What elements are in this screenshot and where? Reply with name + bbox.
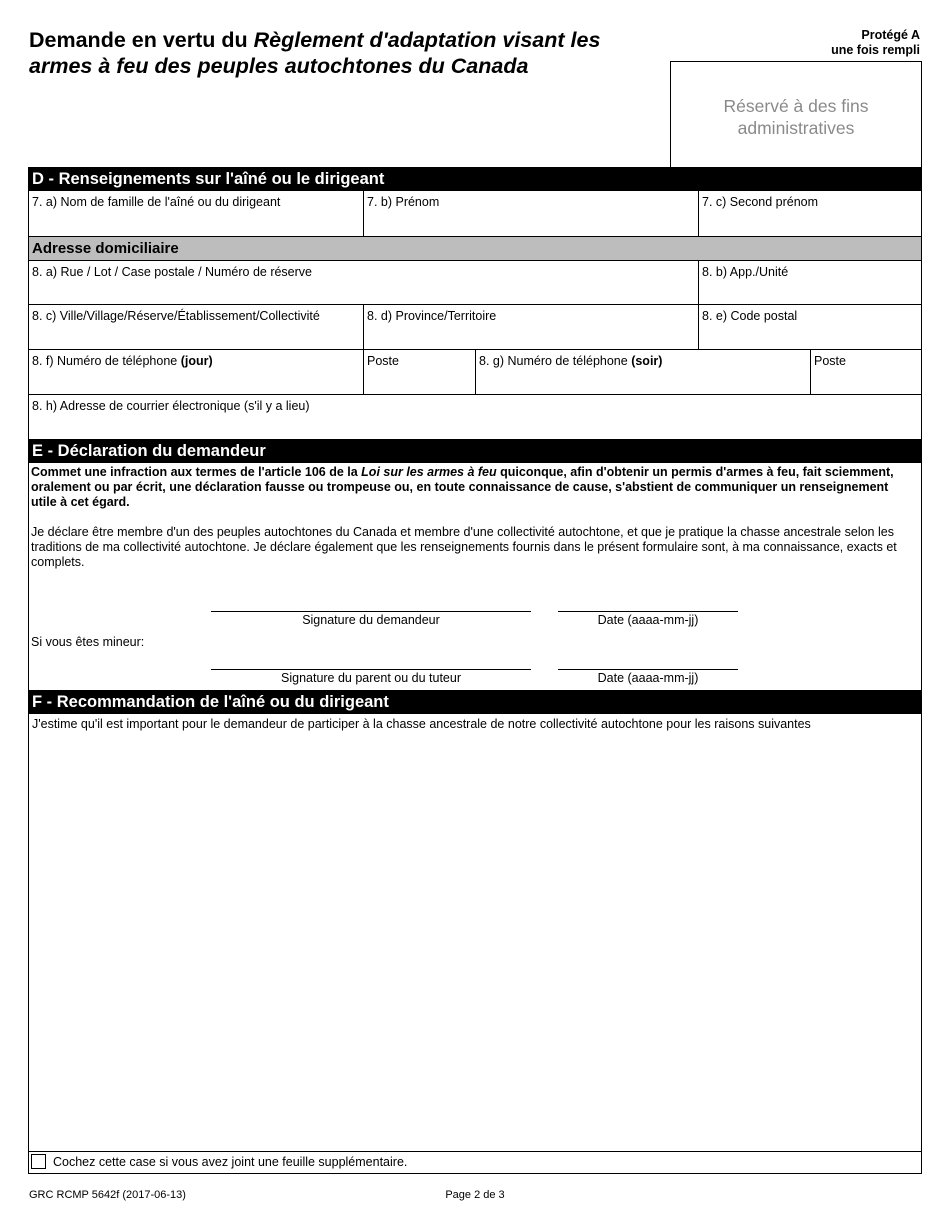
admin-use-box (670, 61, 922, 167)
protected-notice (831, 28, 920, 58)
section-d-header: D - Renseignements sur l'aîné ou le dirigeant (28, 167, 922, 191)
day-phone-field[interactable]: 8. f) Numéro de téléphone (jour) (29, 350, 364, 394)
applicant-date-line[interactable] (558, 611, 738, 612)
supplementary-checkbox[interactable] (31, 1154, 46, 1169)
parent-signature-label: Signature du parent ou du tuteur (281, 671, 461, 685)
unit-field[interactable] (699, 261, 921, 304)
address-subheader: Adresse domiciliaire (28, 237, 922, 261)
postal-code-label: 8. e) Code postal (702, 309, 798, 323)
section-e-header: E - Déclaration du demandeur (28, 439, 922, 463)
minor-label: Si vous êtes mineur: (31, 635, 145, 649)
applicant-date-label: Date (aaaa-mm-jj) (597, 613, 699, 627)
form-id: GRC RCMP 5642f (2017-06-13) (29, 1189, 186, 1201)
first-name-label: 7. b) Prénom (367, 195, 440, 209)
applicant-signature-label: Signature du demandeur (302, 613, 440, 627)
parent-date-line[interactable] (558, 669, 738, 670)
day-extension-field[interactable] (364, 350, 476, 394)
middle-name-field[interactable] (699, 191, 921, 236)
province-field[interactable] (364, 305, 699, 349)
email-field[interactable] (29, 395, 921, 439)
declaration-text: Je déclare être membre d'un des peuples autochtones du Canada et membre d'une collectivité autochtone, et que je pratique la chasse ancestrale selon les traditions de ma collectivité autochtone. Je déclare également que les renseignements fournis dans le présent formulaire sont, à ma connaissance, exacts et complets. (31, 525, 897, 569)
city-label: 8. c) Ville/Village/Réserve/Établissement/Collectivité (32, 309, 320, 323)
day-extension-label: Poste (367, 354, 399, 368)
email-label: 8. h) Adresse de courrier électronique (s'il y a lieu) (32, 399, 310, 413)
city-row (28, 305, 922, 350)
legal-warning: Commet une infraction aux termes de l'article 106 de la Loi sur les armes à feu quiconque, afin d'obtenir un permis d'armes à feu, fait sciemment, oralement ou par écrit, une déclaration fausse ou trompeuse ou, en toute connaissance de cause, s'abstient de communiquer un renseignement utile à cet égard. (31, 465, 894, 509)
street-field[interactable] (29, 261, 699, 304)
last-name-field[interactable] (29, 191, 364, 236)
last-name-label: 7. a) Nom de famille de l'aîné ou du dirigeant (32, 195, 281, 209)
recommendation-prompt: J'estime qu'il est important pour le demandeur de participer à la chasse ancestrale de notre collectivité autochtone pour les raisons suivantes (32, 717, 811, 731)
street-label: 8. a) Rue / Lot / Case postale / Numéro de réserve (32, 265, 312, 279)
section-f-header: F - Recommandation de l'aîné ou du dirigeant (28, 690, 922, 714)
supplementary-label: Cochez cette case si vous avez joint une feuille supplémentaire. (53, 1155, 408, 1169)
regulation-name: Règlement d'adaptation visant les armes à feu des peuples autochtones du Canada (29, 28, 601, 78)
first-name-field[interactable] (364, 191, 699, 236)
page-title: Demande en vertu du Règlement d'adaptation visant les armes à feu des peuples autochtones du Canada (29, 28, 601, 78)
act-name: Loi sur les armes à feu (361, 465, 497, 479)
protected-line-2: une fois rempli (831, 43, 920, 57)
supplementary-row (28, 1151, 922, 1174)
unit-label: 8. b) App./Unité (702, 265, 789, 279)
evening-extension-field[interactable] (811, 350, 921, 394)
admin-line-1: Réservé à des fins (723, 95, 869, 116)
postal-code-field[interactable] (699, 305, 921, 349)
protected-line-1: Protégé A (861, 28, 920, 42)
province-label: 8. d) Province/Territoire (367, 309, 497, 323)
street-row (28, 260, 922, 305)
evening-extension-label: Poste (814, 354, 846, 368)
name-row (28, 191, 922, 237)
parent-date-label: Date (aaaa-mm-jj) (597, 671, 699, 685)
page-number: Page 2 de 3 (445, 1189, 505, 1201)
phone-row (28, 350, 922, 395)
email-row (28, 395, 922, 439)
middle-name-label: 7. c) Second prénom (702, 195, 819, 209)
parent-signature-line[interactable] (211, 669, 531, 670)
recommendation-area[interactable] (28, 714, 922, 1151)
admin-line-2: administratives (737, 117, 855, 138)
city-field[interactable] (29, 305, 364, 349)
applicant-signature-line[interactable] (211, 611, 531, 612)
evening-phone-field[interactable]: 8. g) Numéro de téléphone (soir) (476, 350, 811, 394)
